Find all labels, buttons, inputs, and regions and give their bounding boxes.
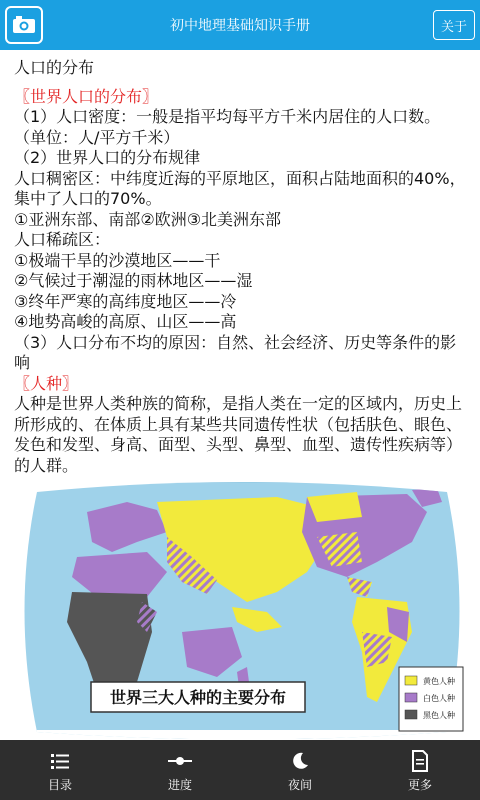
- legend-label-black: 黑色人种: [423, 711, 455, 720]
- nav-label-catalog: 目录: [47, 778, 72, 792]
- nav-label-night: 夜间: [287, 778, 312, 792]
- nav-item-more[interactable]: [360, 740, 480, 800]
- legend-label-white: 白色人种: [423, 694, 455, 703]
- nav-label-progress: 进度: [167, 778, 192, 792]
- article-content[interactable]: [0, 50, 480, 740]
- article-line: ①亚洲东部、南部②欧洲③北美洲东部: [14, 209, 282, 229]
- article-body: [0, 50, 480, 476]
- nav-item-catalog[interactable]: [0, 740, 120, 800]
- article-line: （单位：人/平方千米）: [14, 127, 180, 147]
- article-line: （1）人口密度：一般是指平均每平方千米内居住的人口数。: [14, 107, 441, 126]
- article-line: 人种是世界人类种族的简称，是指人类在一定的区域内，历史上所形成的、在体质上具有某些共同遗传性状（包括肤色、眼色、发色和发型、身高、面型、头型、鼻型、血型、遗传性疾病等）的人群。: [14, 394, 463, 475]
- list-icon: [49, 751, 71, 771]
- top-bar: [0, 0, 480, 50]
- article-line: 人口稀疏区：: [14, 230, 111, 249]
- bottom-nav: [0, 740, 480, 800]
- section-heading: 〖世界人口的分布〗: [14, 86, 159, 106]
- article-line: ④地势高峻的高原、山区——高: [14, 312, 237, 331]
- legend-swatch-yellow: [405, 676, 417, 685]
- article-line: ③终年严寒的高纬度地区——冷: [14, 291, 237, 311]
- article-line: 人口稠密区：中纬度近海的平原地区，面积占陆地面积的40%，集中了人口的70%。: [14, 168, 466, 208]
- about-button[interactable]: 关于: [433, 10, 475, 40]
- legend-label-yellow: 黄色人种: [423, 677, 455, 686]
- article-line: ①极端干旱的沙漠地区——干: [14, 250, 221, 270]
- moon-icon: [290, 751, 310, 771]
- article-line: ②气候过于潮湿的雨林地区——湿: [14, 271, 253, 290]
- nav-item-night[interactable]: [240, 740, 360, 800]
- slider-icon: [167, 751, 193, 771]
- legend-swatch-white: [405, 693, 417, 702]
- nav-item-progress[interactable]: [120, 740, 240, 800]
- document-icon: [411, 750, 429, 772]
- article-line: （2）世界人口的分布规律: [14, 148, 201, 167]
- map-legend: [399, 667, 463, 731]
- section-heading: 〖人种〗: [14, 373, 79, 393]
- article-line: （3）人口分布不均的原因：自然、社会经济、历史等条件的影响: [14, 332, 457, 372]
- app-title: 初中地理基础知识手册: [170, 18, 310, 34]
- map-caption: 世界三大人种的主要分布: [109, 688, 287, 707]
- nav-label-more: 更多: [407, 778, 432, 792]
- world-race-map: [17, 482, 467, 739]
- legend-swatch-black: [405, 710, 417, 719]
- article-lines: [14, 87, 468, 477]
- north-america-north-region: [307, 492, 362, 522]
- article-title: 人口的分布: [14, 58, 95, 77]
